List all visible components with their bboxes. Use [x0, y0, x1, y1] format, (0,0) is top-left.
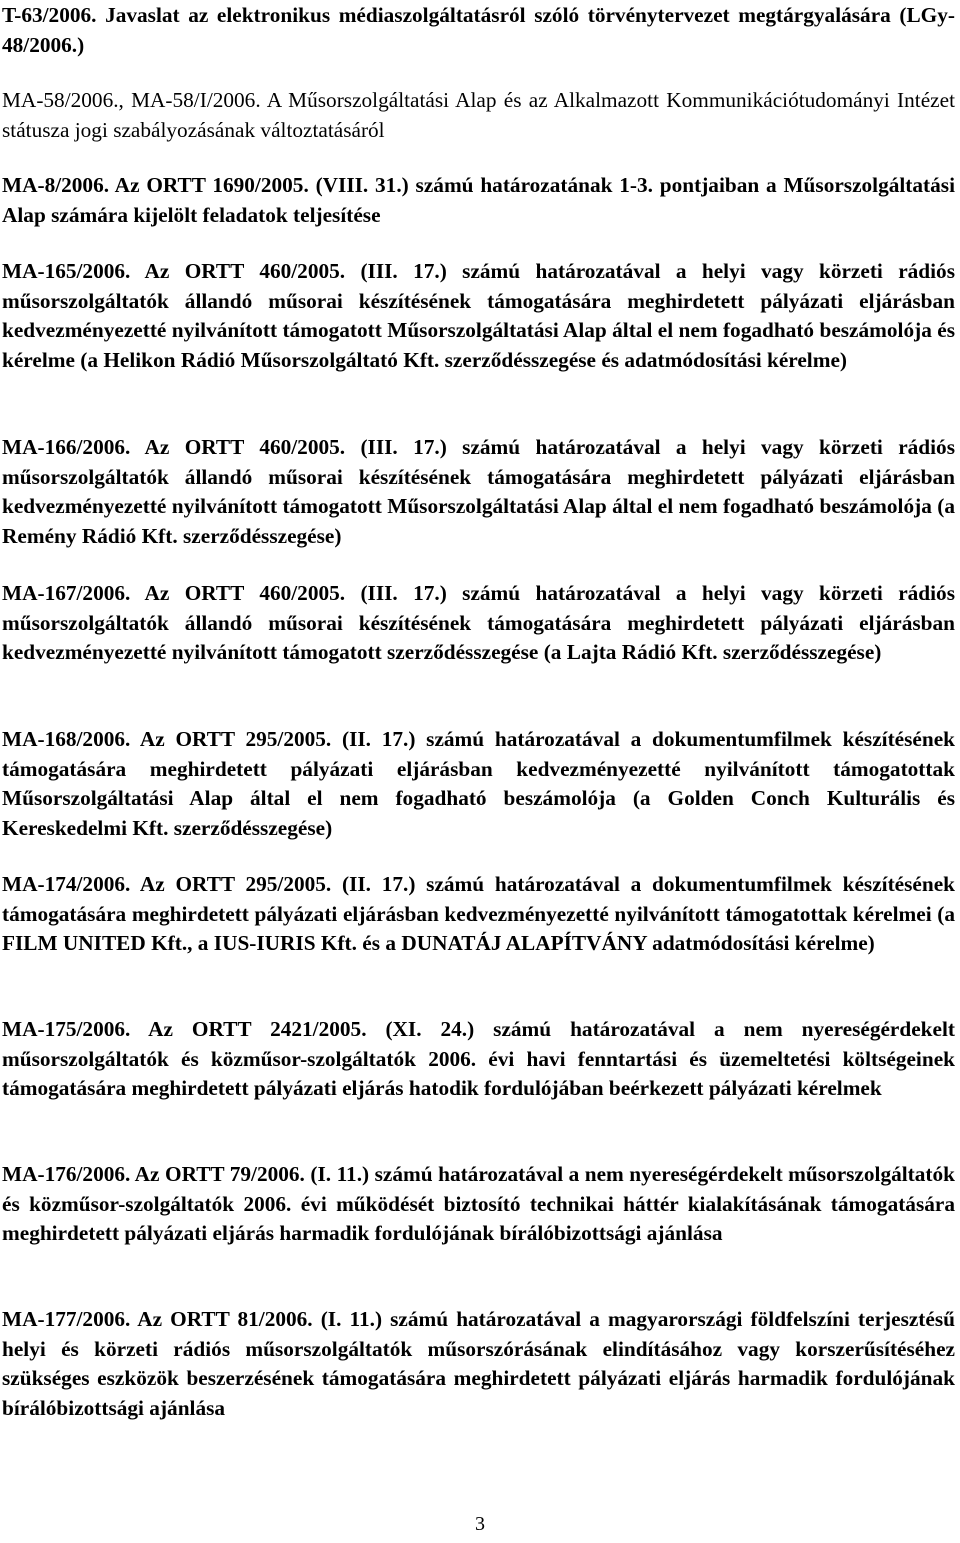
agenda-item-t-63: T-63/2006. Javaslat az elektronikus médiaszolgáltatásról szóló törvénytervezet megtárgyalására (LGy-48/2006.) — [2, 3, 955, 57]
agenda-item-ma-58: MA-58/2006., MA-58/I/2006. A Műsorszolgáltatási Alap és az Alkalmazott Kommunikációtudományi Intézet státusza jogi szabályozásának változtatásáról — [2, 88, 955, 142]
agenda-item-ma-177: MA-177/2006. Az ORTT 81/2006. (I. 11.) számú határozatával a magyarországi földfelszíni terjesztésű helyi és körzeti rádiós műsorszolgáltatók műsorszórásának elindításához vagy korszerűsítéséhez szükséges eszközök beszerzésének támogatására meghirdetett pályázati eljárás harmadik fordulójának bírálóbizottsági ajánlása — [2, 1307, 955, 1420]
agenda-item-ma-174: MA-174/2006. Az ORTT 295/2005. (II. 17.) számú határozatával a dokumentumfilmek készítésének támogatására meghirdetett pályázati eljárásban kedvezményezetté nyilvánított támogatottak kérelmei (a FILM UNITED Kft., a IUS-IURIS Kft. és a DUNATÁJ ALAPÍTVÁNY adatmódosítási kérelme) — [2, 872, 955, 956]
page-number: 3 — [475, 1513, 485, 1535]
agenda-item-ma-168: MA-168/2006. Az ORTT 295/2005. (II. 17.) számú határozatával a dokumentumfilmek készítésének támogatására meghirdetett pályázati eljárásban kedvezményezetté nyilvánított támogatottak Műsorszolgáltatási Alap által el nem fogadható beszámolója (a Golden Conch Kulturális és Kereskedelmi Kft. szerződésszegése) — [2, 727, 955, 840]
agenda-item-ma-165: MA-165/2006. Az ORTT 460/2005. (III. 17.) számú határozatával a helyi vagy körzeti rádiós műsorszolgáltatók állandó műsorai készítésének támogatására meghirdetett pályázati eljárásban kedvezményezetté nyilvánított támogatott Műsorszolgáltatási Alap által el nem fogadható beszámolója és kérelme (a Helikon Rádió Műsorszolgáltató Kft. szerződésszegése és adatmódosítási kérelme) — [2, 259, 955, 372]
agenda-item-ma-166: MA-166/2006. Az ORTT 460/2005. (III. 17.) számú határozatával a helyi vagy körzeti rádiós műsorszolgáltatók állandó műsorai készítésének támogatására meghirdetett pályázati eljárásban kedvezményezetté nyilvánított támogatott Műsorszolgáltatási Alap által el nem fogadható beszámolója (a Remény Rádió Kft. szerződésszegése) — [2, 435, 955, 548]
agenda-item-ma-176: MA-176/2006. Az ORTT 79/2006. (I. 11.) számú határozatával a nem nyereségérdekelt műsorszolgáltatók és közműsor-szolgáltatók 2006. évi működését biztosító technikai háttér kialakításának támogatására meghirdetett pályázati eljárás harmadik fordulójának bírálóbizottsági ajánlása — [2, 1162, 955, 1246]
agenda-item-ma-175: MA-175/2006. Az ORTT 2421/2005. (XI. 24.) számú határozatával a nem nyereségérdekelt műsorszolgáltatók és közműsor-szolgáltatók 2006. évi havi fenntartási és üzemeltetési költségeinek támogatására meghirdetett pályázati eljárás hatodik fordulójában beérkezett pályázati kérelmek — [2, 1017, 955, 1101]
agenda-item-ma-8: MA-8/2006. Az ORTT 1690/2005. (VIII. 31.) számú határozatának 1-3. pontjaiban a Műsorszolgáltatási Alap számára kijelölt feladatok teljesítése — [2, 173, 955, 227]
agenda-item-ma-167: MA-167/2006. Az ORTT 460/2005. (III. 17.) számú határozatával a helyi vagy körzeti rádiós műsorszolgáltatók állandó műsorai készítésének támogatására meghirdetett pályázati eljárásban kedvezményezetté nyilvánított támogatott szerződésszegése (a Lajta Rádió Kft. szerződésszegése) — [2, 581, 955, 665]
